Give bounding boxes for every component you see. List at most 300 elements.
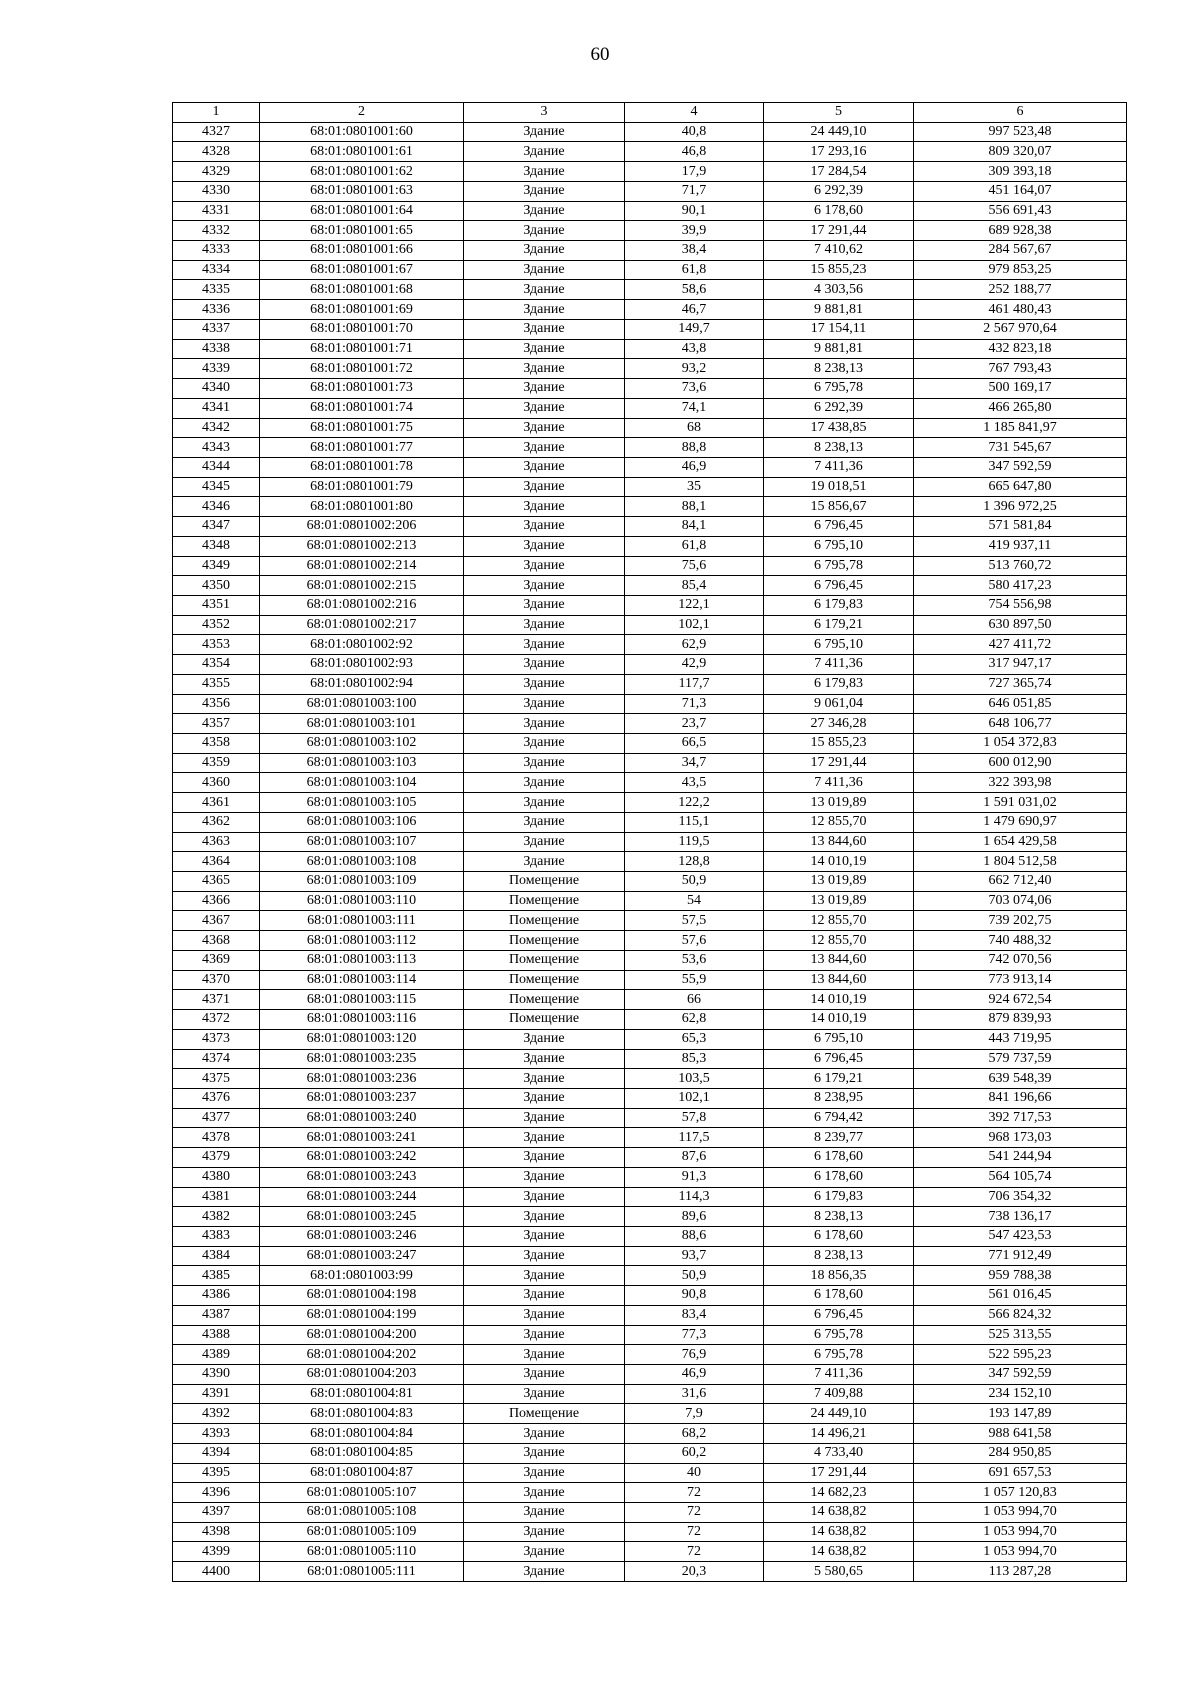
table-row (173, 1365, 1127, 1385)
object-type-cell: Здание (464, 1069, 625, 1089)
table-row (173, 655, 1127, 675)
cadastral-number-cell: 68:01:0801003:99 (260, 1266, 464, 1286)
area-cell: 68 (625, 418, 764, 438)
column-header: 2 (260, 103, 464, 123)
row-number-cell: 4361 (173, 793, 260, 813)
cadastral-number-cell: 68:01:0801004:83 (260, 1404, 464, 1424)
cadastral-number-cell: 68:01:0801003:113 (260, 950, 464, 970)
unit-value-cell: 13 019,89 (764, 891, 914, 911)
area-cell: 42,9 (625, 655, 764, 675)
row-number-cell: 4352 (173, 615, 260, 635)
object-type-cell: Здание (464, 122, 625, 142)
cadastral-number-cell: 68:01:0801003:106 (260, 812, 464, 832)
table-row (173, 1325, 1127, 1345)
cadastral-number-cell: 68:01:0801004:87 (260, 1463, 464, 1483)
area-cell: 128,8 (625, 852, 764, 872)
cadastral-number-cell: 68:01:0801001:65 (260, 221, 464, 241)
cadastral-value-cell: 754 556,98 (914, 595, 1127, 615)
row-number-cell: 4346 (173, 497, 260, 517)
table-row (173, 398, 1127, 418)
cadastral-number-cell: 68:01:0801005:111 (260, 1562, 464, 1582)
table-row (173, 576, 1127, 596)
table-row (173, 1562, 1127, 1582)
table-row (173, 1128, 1127, 1148)
unit-value-cell: 14 010,19 (764, 852, 914, 872)
cadastral-value-cell: 1 479 690,97 (914, 812, 1127, 832)
unit-value-cell: 6 292,39 (764, 398, 914, 418)
table-row (173, 457, 1127, 477)
unit-value-cell: 9 881,81 (764, 339, 914, 359)
cadastral-number-cell: 68:01:0801001:77 (260, 438, 464, 458)
cadastral-value-cell: 997 523,48 (914, 122, 1127, 142)
table-row (173, 1503, 1127, 1523)
area-cell: 72 (625, 1503, 764, 1523)
area-cell: 77,3 (625, 1325, 764, 1345)
object-type-cell: Здание (464, 1029, 625, 1049)
table-row (173, 1266, 1127, 1286)
table-row (173, 1286, 1127, 1306)
area-cell: 40 (625, 1463, 764, 1483)
row-number-cell: 4357 (173, 714, 260, 734)
table-row (173, 832, 1127, 852)
row-number-cell: 4384 (173, 1246, 260, 1266)
table-row (173, 201, 1127, 221)
area-cell: 7,9 (625, 1404, 764, 1424)
cadastral-number-cell: 68:01:0801002:93 (260, 655, 464, 675)
table-row (173, 694, 1127, 714)
unit-value-cell: 14 010,19 (764, 1010, 914, 1030)
object-type-cell: Здание (464, 1187, 625, 1207)
object-type-cell: Здание (464, 438, 625, 458)
cadastral-value-cell: 284 950,85 (914, 1443, 1127, 1463)
unit-value-cell: 8 238,13 (764, 359, 914, 379)
area-cell: 66,5 (625, 734, 764, 754)
row-number-cell: 4340 (173, 379, 260, 399)
object-type-cell: Здание (464, 1503, 625, 1523)
object-type-cell: Здание (464, 1246, 625, 1266)
unit-value-cell: 6 795,78 (764, 556, 914, 576)
area-cell: 72 (625, 1483, 764, 1503)
area-cell: 85,3 (625, 1049, 764, 1069)
table-row (173, 615, 1127, 635)
cadastral-value-cell: 1 053 994,70 (914, 1503, 1127, 1523)
table-row (173, 1384, 1127, 1404)
row-number-cell: 4398 (173, 1522, 260, 1542)
row-number-cell: 4333 (173, 241, 260, 261)
table-row (173, 221, 1127, 241)
area-cell: 66 (625, 990, 764, 1010)
table-row (173, 319, 1127, 339)
area-cell: 34,7 (625, 753, 764, 773)
cadastral-value-cell: 988 641,58 (914, 1424, 1127, 1444)
area-cell: 117,7 (625, 674, 764, 694)
unit-value-cell: 6 796,45 (764, 517, 914, 537)
cadastral-value-cell: 580 417,23 (914, 576, 1127, 596)
table-row (173, 753, 1127, 773)
unit-value-cell: 17 438,85 (764, 418, 914, 438)
cadastral-value-cell: 566 824,32 (914, 1305, 1127, 1325)
unit-value-cell: 18 856,35 (764, 1266, 914, 1286)
cadastral-value-cell: 322 393,98 (914, 773, 1127, 793)
unit-value-cell: 12 855,70 (764, 812, 914, 832)
cadastral-number-cell: 68:01:0801001:62 (260, 162, 464, 182)
cadastral-number-cell: 68:01:0801003:244 (260, 1187, 464, 1207)
unit-value-cell: 6 179,21 (764, 615, 914, 635)
area-cell: 85,4 (625, 576, 764, 596)
area-cell: 90,1 (625, 201, 764, 221)
cadastral-value-cell: 309 393,18 (914, 162, 1127, 182)
object-type-cell: Здание (464, 379, 625, 399)
object-type-cell: Здание (464, 1266, 625, 1286)
area-cell: 61,8 (625, 260, 764, 280)
cadastral-value-cell: 924 672,54 (914, 990, 1127, 1010)
unit-value-cell: 12 855,70 (764, 911, 914, 931)
object-type-cell: Здание (464, 1483, 625, 1503)
cadastral-number-cell: 68:01:0801004:198 (260, 1286, 464, 1306)
table-row (173, 990, 1127, 1010)
row-number-cell: 4338 (173, 339, 260, 359)
cadastral-value-cell: 113 287,28 (914, 1562, 1127, 1582)
unit-value-cell: 17 291,44 (764, 221, 914, 241)
row-number-cell: 4355 (173, 674, 260, 694)
area-cell: 50,9 (625, 872, 764, 892)
row-number-cell: 4328 (173, 142, 260, 162)
unit-value-cell: 14 682,23 (764, 1483, 914, 1503)
cadastral-number-cell: 68:01:0801002:92 (260, 635, 464, 655)
object-type-cell: Здание (464, 339, 625, 359)
object-type-cell: Здание (464, 1443, 625, 1463)
unit-value-cell: 4 303,56 (764, 280, 914, 300)
object-type-cell: Здание (464, 201, 625, 221)
area-cell: 57,8 (625, 1108, 764, 1128)
object-type-cell: Помещение (464, 950, 625, 970)
cadastral-number-cell: 68:01:0801003:236 (260, 1069, 464, 1089)
cadastral-number-cell: 68:01:0801003:120 (260, 1029, 464, 1049)
row-number-cell: 4364 (173, 852, 260, 872)
area-cell: 93,7 (625, 1246, 764, 1266)
cadastral-number-cell: 68:01:0801001:60 (260, 122, 464, 142)
area-cell: 57,5 (625, 911, 764, 931)
unit-value-cell: 13 844,60 (764, 832, 914, 852)
cadastral-number-cell: 68:01:0801003:110 (260, 891, 464, 911)
cadastral-number-cell: 68:01:0801003:242 (260, 1148, 464, 1168)
unit-value-cell: 7 411,36 (764, 1365, 914, 1385)
cadastral-number-cell: 68:01:0801004:199 (260, 1305, 464, 1325)
cadastral-value-cell: 443 719,95 (914, 1029, 1127, 1049)
object-type-cell: Здание (464, 1305, 625, 1325)
area-cell: 46,7 (625, 300, 764, 320)
table-row (173, 359, 1127, 379)
cadastral-value-cell: 579 737,59 (914, 1049, 1127, 1069)
object-type-cell: Помещение (464, 970, 625, 990)
cadastral-value-cell: 727 365,74 (914, 674, 1127, 694)
area-cell: 46,8 (625, 142, 764, 162)
table-row (173, 1167, 1127, 1187)
object-type-cell: Здание (464, 1128, 625, 1148)
cadastral-number-cell: 68:01:0801003:108 (260, 852, 464, 872)
object-type-cell: Помещение (464, 911, 625, 931)
area-cell: 46,9 (625, 457, 764, 477)
table-row (173, 1463, 1127, 1483)
unit-value-cell: 14 010,19 (764, 990, 914, 1010)
unit-value-cell: 13 019,89 (764, 872, 914, 892)
object-type-cell: Здание (464, 280, 625, 300)
unit-value-cell: 17 291,44 (764, 1463, 914, 1483)
table-row (173, 339, 1127, 359)
cadastral-value-cell: 689 928,38 (914, 221, 1127, 241)
unit-value-cell: 8 238,13 (764, 1246, 914, 1266)
cadastral-number-cell: 68:01:0801003:240 (260, 1108, 464, 1128)
row-number-cell: 4365 (173, 872, 260, 892)
table-row (173, 418, 1127, 438)
object-type-cell: Здание (464, 398, 625, 418)
unit-value-cell: 6 178,60 (764, 1286, 914, 1306)
cadastral-value-cell: 706 354,32 (914, 1187, 1127, 1207)
object-type-cell: Здание (464, 1226, 625, 1246)
cadastral-value-cell: 773 913,14 (914, 970, 1127, 990)
unit-value-cell: 13 844,60 (764, 950, 914, 970)
row-number-cell: 4394 (173, 1443, 260, 1463)
object-type-cell: Здание (464, 595, 625, 615)
unit-value-cell: 6 794,42 (764, 1108, 914, 1128)
unit-value-cell: 6 796,45 (764, 1049, 914, 1069)
row-number-cell: 4397 (173, 1503, 260, 1523)
cadastral-value-cell: 427 411,72 (914, 635, 1127, 655)
cadastral-number-cell: 68:01:0801002:215 (260, 576, 464, 596)
cadastral-number-cell: 68:01:0801003:116 (260, 1010, 464, 1030)
cadastral-number-cell: 68:01:0801004:203 (260, 1365, 464, 1385)
table-row (173, 477, 1127, 497)
table-row (173, 950, 1127, 970)
unit-value-cell: 9 061,04 (764, 694, 914, 714)
cadastral-number-cell: 68:01:0801004:202 (260, 1345, 464, 1365)
cadastral-value-cell: 432 823,18 (914, 339, 1127, 359)
area-cell: 55,9 (625, 970, 764, 990)
table-row (173, 241, 1127, 261)
cadastral-value-cell: 841 196,66 (914, 1088, 1127, 1108)
table-row (173, 674, 1127, 694)
cadastral-value-cell: 662 712,40 (914, 872, 1127, 892)
cadastral-value-cell: 740 488,32 (914, 931, 1127, 951)
area-cell: 91,3 (625, 1167, 764, 1187)
object-type-cell: Здание (464, 1345, 625, 1365)
cadastral-number-cell: 68:01:0801001:79 (260, 477, 464, 497)
cadastral-value-cell: 630 897,50 (914, 615, 1127, 635)
cadastral-number-cell: 68:01:0801001:72 (260, 359, 464, 379)
row-number-cell: 4335 (173, 280, 260, 300)
table-row (173, 1246, 1127, 1266)
unit-value-cell: 6 178,60 (764, 201, 914, 221)
area-cell: 54 (625, 891, 764, 911)
table-row (173, 1187, 1127, 1207)
cadastral-number-cell: 68:01:0801001:80 (260, 497, 464, 517)
cadastral-number-cell: 68:01:0801003:101 (260, 714, 464, 734)
object-type-cell: Здание (464, 1384, 625, 1404)
cadastral-number-cell: 68:01:0801005:109 (260, 1522, 464, 1542)
cadastral-value-cell: 639 548,39 (914, 1069, 1127, 1089)
area-cell: 31,6 (625, 1384, 764, 1404)
cadastral-value-cell: 556 691,43 (914, 201, 1127, 221)
unit-value-cell: 5 580,65 (764, 1562, 914, 1582)
area-cell: 68,2 (625, 1424, 764, 1444)
cadastral-number-cell: 68:01:0801003:114 (260, 970, 464, 990)
cadastral-value-cell: 1 804 512,58 (914, 852, 1127, 872)
object-type-cell: Здание (464, 812, 625, 832)
object-type-cell: Помещение (464, 1010, 625, 1030)
row-number-cell: 4356 (173, 694, 260, 714)
cadastral-number-cell: 68:01:0801001:68 (260, 280, 464, 300)
row-number-cell: 4386 (173, 1286, 260, 1306)
cadastral-value-cell: 500 169,17 (914, 379, 1127, 399)
object-type-cell: Здание (464, 1108, 625, 1128)
cadastral-value-cell: 739 202,75 (914, 911, 1127, 931)
object-type-cell: Здание (464, 773, 625, 793)
cadastral-number-cell: 68:01:0801004:84 (260, 1424, 464, 1444)
table-row (173, 1226, 1127, 1246)
row-number-cell: 4369 (173, 950, 260, 970)
table-header-row (173, 103, 1127, 123)
cadastral-number-cell: 68:01:0801003:243 (260, 1167, 464, 1187)
unit-value-cell: 6 178,60 (764, 1226, 914, 1246)
row-number-cell: 4378 (173, 1128, 260, 1148)
row-number-cell: 4334 (173, 260, 260, 280)
area-cell: 74,1 (625, 398, 764, 418)
table-row (173, 872, 1127, 892)
cadastral-value-cell: 2 567 970,64 (914, 319, 1127, 339)
unit-value-cell: 6 178,60 (764, 1148, 914, 1168)
column-header: 3 (464, 103, 625, 123)
object-type-cell: Здание (464, 793, 625, 813)
object-type-cell: Здание (464, 1463, 625, 1483)
page-number: 60 (590, 44, 610, 65)
row-number-cell: 4330 (173, 181, 260, 201)
cadastral-number-cell: 68:01:0801002:216 (260, 595, 464, 615)
unit-value-cell: 15 856,67 (764, 497, 914, 517)
area-cell: 58,6 (625, 280, 764, 300)
cadastral-value-cell: 347 592,59 (914, 1365, 1127, 1385)
cadastral-value-cell: 461 480,43 (914, 300, 1127, 320)
table-row (173, 122, 1127, 142)
cadastral-number-cell: 68:01:0801002:206 (260, 517, 464, 537)
row-number-cell: 4348 (173, 536, 260, 556)
unit-value-cell: 8 238,95 (764, 1088, 914, 1108)
area-cell: 73,6 (625, 379, 764, 399)
cadastral-value-cell: 1 057 120,83 (914, 1483, 1127, 1503)
row-number-cell: 4359 (173, 753, 260, 773)
table-row (173, 1207, 1127, 1227)
cadastral-value-cell: 979 853,25 (914, 260, 1127, 280)
cadastral-number-cell: 68:01:0801004:200 (260, 1325, 464, 1345)
table-row (173, 852, 1127, 872)
cadastral-number-cell: 68:01:0801001:61 (260, 142, 464, 162)
unit-value-cell: 4 733,40 (764, 1443, 914, 1463)
cadastral-value-cell: 466 265,80 (914, 398, 1127, 418)
row-number-cell: 4347 (173, 517, 260, 537)
table-row (173, 1404, 1127, 1424)
cadastral-number-cell: 68:01:0801003:237 (260, 1088, 464, 1108)
row-number-cell: 4337 (173, 319, 260, 339)
row-number-cell: 4400 (173, 1562, 260, 1582)
row-number-cell: 4374 (173, 1049, 260, 1069)
table-row (173, 1522, 1127, 1542)
area-cell: 50,9 (625, 1266, 764, 1286)
table-row (173, 1305, 1127, 1325)
row-number-cell: 4345 (173, 477, 260, 497)
cadastral-value-cell: 347 592,59 (914, 457, 1127, 477)
unit-value-cell: 13 019,89 (764, 793, 914, 813)
area-cell: 83,4 (625, 1305, 764, 1325)
object-type-cell: Здание (464, 477, 625, 497)
cadastral-value-cell: 252 188,77 (914, 280, 1127, 300)
row-number-cell: 4392 (173, 1404, 260, 1424)
cadastral-number-cell: 68:01:0801005:108 (260, 1503, 464, 1523)
object-type-cell: Здание (464, 497, 625, 517)
object-type-cell: Здание (464, 181, 625, 201)
table-row (173, 1483, 1127, 1503)
row-number-cell: 4332 (173, 221, 260, 241)
unit-value-cell: 14 638,82 (764, 1522, 914, 1542)
row-number-cell: 4389 (173, 1345, 260, 1365)
cadastral-value-cell: 525 313,55 (914, 1325, 1127, 1345)
cadastral-number-cell: 68:01:0801001:64 (260, 201, 464, 221)
object-type-cell: Здание (464, 1207, 625, 1227)
row-number-cell: 4367 (173, 911, 260, 931)
area-cell: 122,2 (625, 793, 764, 813)
unit-value-cell: 24 449,10 (764, 122, 914, 142)
cadastral-number-cell: 68:01:0801001:67 (260, 260, 464, 280)
row-number-cell: 4387 (173, 1305, 260, 1325)
cadastral-value-cell: 522 595,23 (914, 1345, 1127, 1365)
cadastral-value-cell: 234 152,10 (914, 1384, 1127, 1404)
cadastral-number-cell: 68:01:0801003:102 (260, 734, 464, 754)
area-cell: 53,6 (625, 950, 764, 970)
area-cell: 84,1 (625, 517, 764, 537)
row-number-cell: 4388 (173, 1325, 260, 1345)
cadastral-value-cell: 665 647,80 (914, 477, 1127, 497)
column-header: 5 (764, 103, 914, 123)
cadastral-number-cell: 68:01:0801003:245 (260, 1207, 464, 1227)
cadastral-value-cell: 317 947,17 (914, 655, 1127, 675)
row-number-cell: 4385 (173, 1266, 260, 1286)
cadastral-number-cell: 68:01:0801003:241 (260, 1128, 464, 1148)
area-cell: 40,8 (625, 122, 764, 142)
cadastral-number-cell: 68:01:0801005:107 (260, 1483, 464, 1503)
object-type-cell: Здание (464, 142, 625, 162)
area-cell: 122,1 (625, 595, 764, 615)
unit-value-cell: 27 346,28 (764, 714, 914, 734)
object-type-cell: Здание (464, 832, 625, 852)
object-type-cell: Здание (464, 1562, 625, 1582)
cadastral-number-cell: 68:01:0801005:110 (260, 1542, 464, 1562)
cadastral-value-cell: 547 423,53 (914, 1226, 1127, 1246)
row-number-cell: 4375 (173, 1069, 260, 1089)
cadastral-number-cell: 68:01:0801003:105 (260, 793, 464, 813)
area-cell: 115,1 (625, 812, 764, 832)
unit-value-cell: 6 795,10 (764, 635, 914, 655)
cadastral-value-cell: 879 839,93 (914, 1010, 1127, 1030)
area-cell: 103,5 (625, 1069, 764, 1089)
unit-value-cell: 24 449,10 (764, 1404, 914, 1424)
row-number-cell: 4329 (173, 162, 260, 182)
area-cell: 46,9 (625, 1365, 764, 1385)
area-cell: 102,1 (625, 1088, 764, 1108)
area-cell: 38,4 (625, 241, 764, 261)
table-row (173, 970, 1127, 990)
unit-value-cell: 6 795,78 (764, 1325, 914, 1345)
unit-value-cell: 6 796,45 (764, 1305, 914, 1325)
cadastral-value-cell: 193 147,89 (914, 1404, 1127, 1424)
cadastral-value-cell: 571 581,84 (914, 517, 1127, 537)
